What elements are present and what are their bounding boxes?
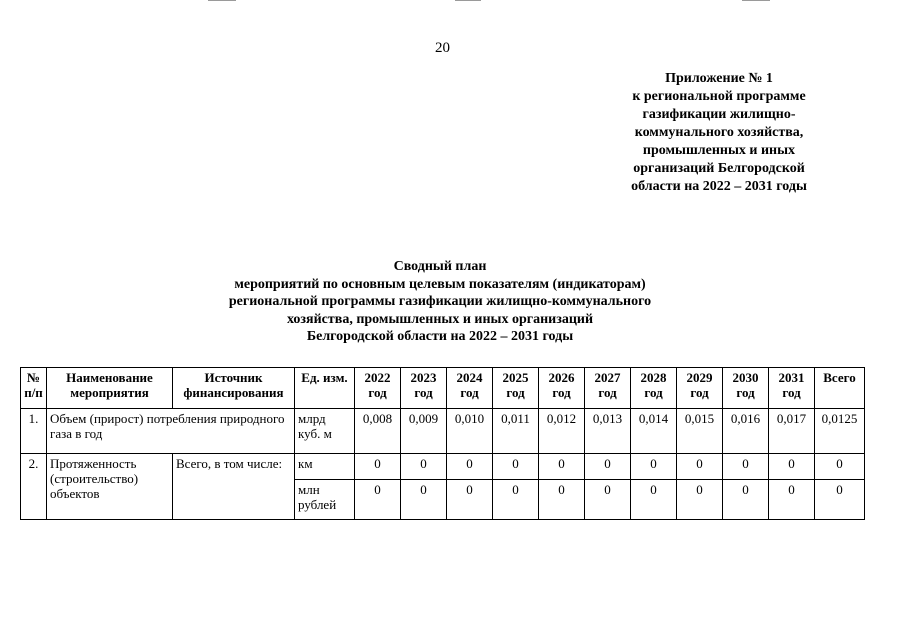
value-cell: 0 — [355, 480, 401, 520]
value-cell: 0 — [631, 480, 677, 520]
header-year: 2030 год — [723, 368, 769, 409]
appendix-line: организаций Белгородской — [633, 161, 805, 176]
header-source: Источник финансирования — [173, 368, 295, 409]
value-cell: 0 — [585, 454, 631, 480]
value-cell: 0,013 — [585, 409, 631, 454]
table-row — [21, 454, 865, 480]
scan-edge-mark — [208, 0, 236, 1]
value-cell: 0,016 — [723, 409, 769, 454]
value-cell: 0 — [723, 454, 769, 480]
header-year: 2023 год — [401, 368, 447, 409]
header-unit: Ед. изм. — [295, 368, 355, 409]
total-cell: 0 — [815, 480, 865, 520]
appendix-line: промышленных и иных — [642, 143, 796, 158]
value-cell: 0 — [631, 454, 677, 480]
value-cell: 0 — [677, 480, 723, 520]
appendix-line: коммунального хозяйства, — [634, 125, 804, 140]
row-unit: млрд куб. м — [295, 409, 355, 454]
header-year: 2029 год — [677, 368, 723, 409]
row-name: Протяженность (строительство) объектов — [47, 454, 173, 520]
row-unit: млн рублей — [295, 480, 355, 520]
value-cell: 0,017 — [769, 409, 815, 454]
header-year: 2026 год — [539, 368, 585, 409]
value-cell: 0,008 — [355, 409, 401, 454]
total-cell: 0,0125 — [815, 409, 865, 454]
row-name: Объем (прирост) потребления природного газа в год — [47, 409, 295, 454]
scan-edge-mark — [455, 0, 481, 1]
value-cell: 0 — [585, 480, 631, 520]
table-row — [21, 409, 865, 454]
title-line: мероприятий по основным целевым показателям (индикаторам) — [234, 276, 646, 292]
total-cell: 0 — [815, 454, 865, 480]
title-line: хозяйства, промышленных и иных организаций — [286, 311, 594, 327]
appendix-line: к региональной программе — [632, 89, 806, 104]
value-cell: 0 — [401, 480, 447, 520]
header-year: 2028 год — [631, 368, 677, 409]
header-name: Наименование мероприятия — [47, 368, 173, 409]
header-year: 2031 год — [769, 368, 815, 409]
page-number: 20 — [435, 40, 450, 56]
header-num: № п/п — [21, 368, 47, 409]
table-header-row — [21, 368, 865, 409]
value-cell: 0 — [447, 480, 493, 520]
appendix-block — [600, 70, 838, 196]
appendix-line: области на 2022 – 2031 годы — [631, 179, 807, 194]
row-unit: км — [295, 454, 355, 480]
value-cell: 0,009 — [401, 409, 447, 454]
header-year: 2027 год — [585, 368, 631, 409]
scan-edge-mark — [742, 0, 770, 1]
row-num: 1. — [21, 409, 47, 454]
value-cell: 0 — [769, 480, 815, 520]
appendix-line: газификации жилищно- — [642, 107, 796, 122]
value-cell: 0,014 — [631, 409, 677, 454]
title-line: региональной программы газификации жилищно-коммунального — [228, 294, 652, 309]
value-cell: 0,012 — [539, 409, 585, 454]
header-total: Всего — [815, 368, 865, 409]
value-cell: 0 — [493, 480, 539, 520]
header-year: 2024 год — [447, 368, 493, 409]
value-cell: 0 — [677, 454, 723, 480]
row-num: 2. — [21, 454, 47, 520]
value-cell: 0 — [447, 454, 493, 480]
row-source: Всего, в том числе: — [173, 454, 295, 520]
plan-table — [20, 367, 865, 520]
value-cell: 0 — [769, 454, 815, 480]
value-cell: 0 — [401, 454, 447, 480]
value-cell: 0 — [493, 454, 539, 480]
header-year: 2022 год — [355, 368, 401, 409]
title-line: Сводный план — [393, 259, 487, 274]
value-cell: 0,015 — [677, 409, 723, 454]
value-cell: 0 — [355, 454, 401, 480]
appendix-line: Приложение № 1 — [665, 71, 773, 86]
header-year: 2025 год — [493, 368, 539, 409]
value-cell: 0 — [723, 480, 769, 520]
title-line: Белгородской области на 2022 – 2031 годы — [306, 329, 574, 344]
document-title — [120, 258, 760, 346]
value-cell: 0 — [539, 454, 585, 480]
value-cell: 0,011 — [493, 409, 539, 454]
value-cell: 0 — [539, 480, 585, 520]
value-cell: 0,010 — [447, 409, 493, 454]
